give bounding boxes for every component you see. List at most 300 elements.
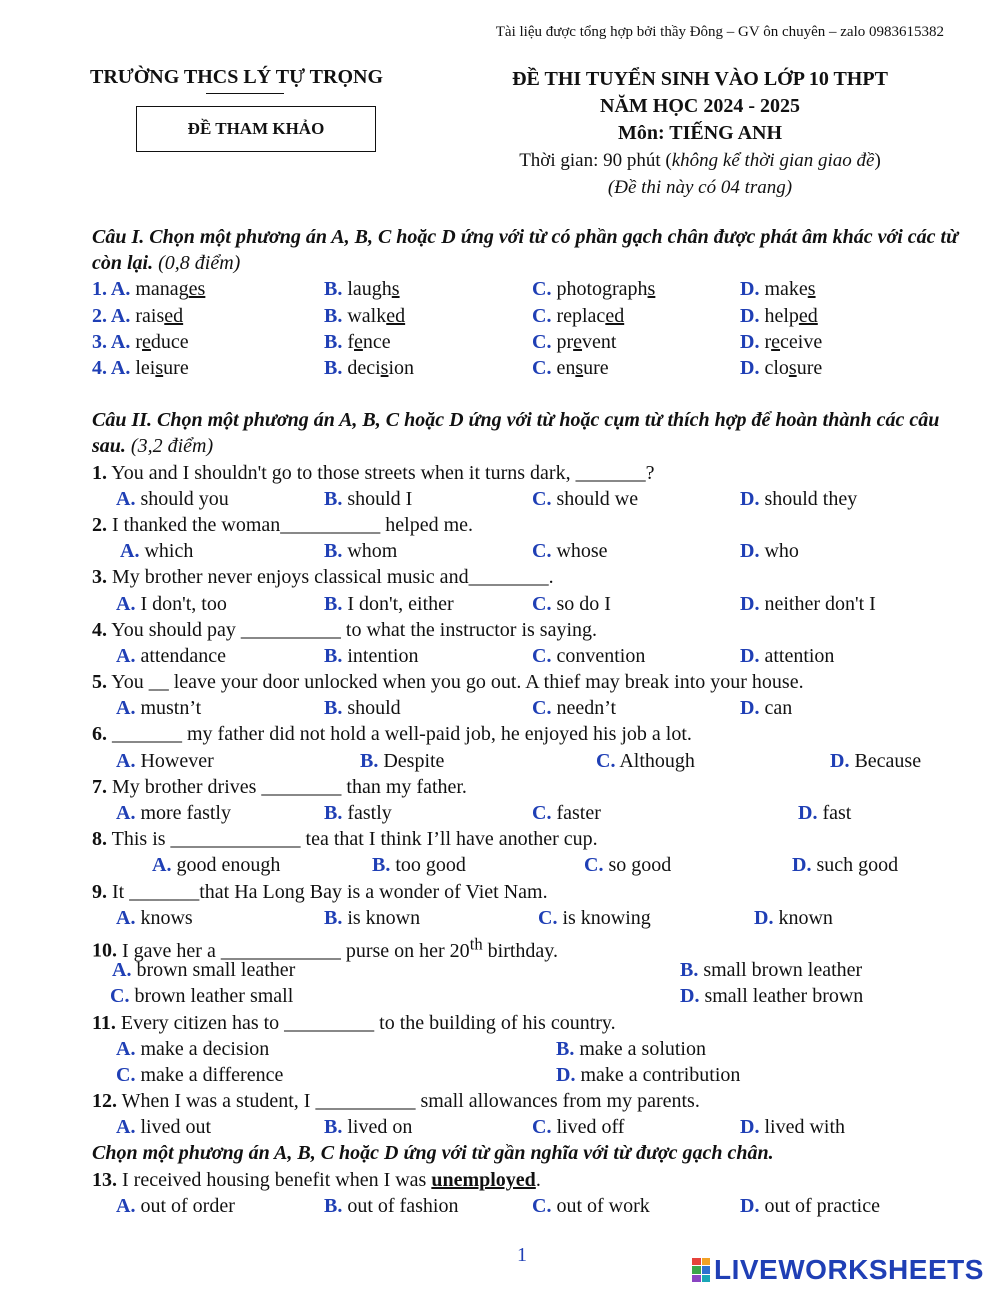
option-word: replaced [556, 304, 625, 327]
option-letter: B. [324, 906, 343, 929]
option-d [740, 276, 816, 302]
option-text: who [764, 540, 799, 563]
underlined-word: unemployed [431, 1168, 536, 1191]
option-letter: B. [556, 1037, 575, 1060]
question-13-stem [92, 1167, 962, 1193]
option-letter: D. [740, 1116, 760, 1139]
option-letter: D. [740, 1194, 760, 1217]
option-text: knows [140, 906, 193, 929]
option-letter: A. [116, 906, 136, 929]
option-text: known [778, 906, 833, 929]
option-b [324, 303, 405, 329]
option-letter: B. [324, 278, 343, 301]
option-c [532, 538, 608, 564]
option-letter: D. [830, 749, 850, 772]
header-note: Tài liệu được tổng hợp bởi thầy Đông – GV ôn chuyên – zalo 0983615382 [495, 24, 944, 40]
option-text: However [140, 749, 214, 772]
option-b [324, 1193, 458, 1219]
question-13-options [92, 1193, 962, 1219]
question-sentence: My brother drives ________ than my father. [112, 775, 467, 798]
option-b [324, 695, 401, 721]
option-d [740, 355, 822, 381]
question-sentence: You __ leave your door unlocked when you go out. A thief may break into your house. [111, 671, 804, 694]
option-c [532, 329, 616, 355]
question-12-stem [92, 1088, 962, 1114]
option-letter: A. [110, 330, 131, 353]
option-letter: B. [360, 749, 379, 772]
option-a [120, 538, 193, 564]
question-number: 3. [92, 330, 111, 353]
option-a [116, 905, 193, 931]
option-letter: A. [120, 540, 140, 563]
exam-title: ĐỀ THI TUYỂN SINH VÀO LỚP 10 THPT [512, 68, 888, 90]
section-1-questions [92, 276, 962, 381]
reference-box [136, 106, 376, 152]
question-number: 7. [92, 775, 107, 798]
option-text: I don't, either [347, 592, 454, 615]
question-number: 9. [92, 880, 107, 903]
option-a [116, 1193, 235, 1219]
option-letter: D. [680, 985, 700, 1008]
underlined-part: s [807, 278, 816, 301]
option-word: closure [764, 356, 823, 379]
option-word: walked [347, 304, 406, 327]
underlined-part: e [573, 330, 583, 353]
option-letter: D. [740, 540, 760, 563]
option-letter: C. [532, 304, 552, 327]
option-letter: B. [324, 487, 343, 510]
option-letter: C. [532, 1116, 552, 1139]
option-c [596, 748, 695, 774]
exam-subject: Môn: TIẾNG ANH [617, 122, 783, 144]
question-11-stem [92, 1010, 962, 1036]
option-text: brown small leather [136, 959, 296, 982]
underlined-part: e [142, 330, 151, 353]
question-5-options [92, 695, 962, 721]
pronunciation-question-1 [92, 276, 962, 302]
option-letter: B. [324, 697, 343, 720]
question-3-options [92, 591, 962, 617]
question-text [92, 879, 548, 905]
question-12-options [92, 1114, 962, 1140]
option-letter: A. [110, 278, 131, 301]
question-1-stem [92, 460, 962, 486]
option-text: can [764, 697, 793, 720]
option-text: small brown leather [703, 959, 863, 982]
question-11-options [92, 1062, 962, 1088]
option-word: fence [347, 330, 391, 353]
option-letter: A. [152, 854, 172, 877]
option-word: ensure [556, 356, 609, 379]
option-text: Because [854, 749, 922, 772]
exam-pages: (Đề thi này có 04 trang) [607, 177, 793, 198]
option-b [324, 905, 420, 931]
question-number: 8. [92, 828, 107, 851]
option-c [532, 800, 601, 826]
option-text: more fastly [140, 802, 231, 824]
option-letter: C. [116, 1063, 136, 1086]
option-c [110, 983, 293, 1009]
option-a [92, 303, 183, 329]
question-text [92, 564, 554, 590]
option-text: attention [764, 644, 835, 667]
option-word: reduce [135, 330, 189, 353]
question-text [92, 721, 692, 747]
option-c [532, 355, 609, 381]
option-letter: C. [584, 854, 604, 877]
option-c [116, 1062, 283, 1088]
option-letter: D. [740, 278, 760, 301]
option-text: small leather brown [704, 985, 864, 1008]
option-c [538, 905, 651, 931]
option-letter: B. [324, 644, 343, 667]
pronunciation-question-2 [92, 303, 962, 329]
question-number: 6. [92, 723, 107, 746]
option-d [680, 983, 863, 1009]
option-a [116, 695, 201, 721]
option-d [740, 643, 834, 669]
question-text [92, 460, 654, 486]
question-sentence: This is _____________ tea that I think I’ll have another cup. [111, 828, 598, 851]
option-b [556, 1036, 706, 1062]
question-number: 3. [92, 566, 107, 589]
option-text: out of work [556, 1194, 650, 1217]
option-c [532, 1193, 650, 1219]
option-letter: B. [324, 1116, 343, 1139]
underlined-part: s [391, 278, 400, 301]
option-text: lived out [140, 1116, 211, 1139]
option-text: whom [347, 540, 398, 563]
option-text: so do I [556, 592, 611, 615]
option-d [792, 852, 898, 878]
option-letter: C. [532, 802, 552, 824]
school-underline [206, 93, 284, 94]
option-text: make a difference [140, 1063, 284, 1086]
option-letter: D. [740, 356, 760, 379]
option-letter: C. [596, 749, 616, 772]
option-letter: D. [792, 854, 812, 877]
option-letter: C. [538, 906, 558, 929]
option-b [324, 591, 454, 617]
option-text: out of order [140, 1194, 235, 1217]
option-d [740, 695, 792, 721]
option-word: laughs [347, 278, 400, 301]
option-letter: A. [116, 644, 136, 667]
option-text: mustn’t [140, 697, 202, 720]
question-sentence: Every citizen has to _________ to the building of his country. [120, 1011, 616, 1034]
underlined-part: s [155, 356, 164, 379]
option-letter: B. [324, 592, 343, 615]
option-word: raised [135, 304, 184, 327]
option-word: manages [135, 278, 206, 301]
underlined-part: e [771, 330, 781, 353]
section-1-title: Câu I. Chọn một phương án A, B, C hoặc D ứng với từ có phần gạch chân được phát âm khác với các từ còn lại. (0,8 điểm) [92, 226, 959, 275]
option-text: fast [822, 802, 852, 824]
option-letter: C. [532, 1194, 552, 1217]
option-letter: D. [556, 1063, 576, 1086]
option-a [92, 355, 189, 381]
exam-content [92, 224, 962, 1219]
option-text: convention [556, 644, 646, 667]
option-d [740, 538, 799, 564]
option-letter: C. [532, 487, 552, 510]
question-text [92, 1010, 616, 1036]
underlined-part: ed [386, 304, 406, 327]
option-text: make a solution [579, 1037, 706, 1060]
option-letter: B. [324, 1194, 343, 1217]
option-word: receive [764, 330, 823, 353]
option-letter: A. [116, 1037, 136, 1060]
question-6-stem [92, 721, 962, 747]
question-10-options [92, 957, 962, 983]
option-letter: D. [754, 906, 774, 929]
option-d [740, 1193, 880, 1219]
option-b [324, 538, 397, 564]
question-3-stem [92, 564, 962, 590]
option-d [740, 591, 876, 617]
section-2-questions [92, 460, 962, 1141]
option-text: needn’t [556, 697, 617, 720]
option-a [116, 748, 214, 774]
option-b [324, 800, 392, 826]
underlined-part: s [647, 278, 656, 301]
option-c [532, 695, 616, 721]
section-2-title: Câu II. Chọn một phương án A, B, C hoặc D ứng với từ hoặc cụm từ thích hợp để hoàn thành các câu sau. (3,2 điểm) [92, 409, 940, 458]
question-number: 12. [92, 1090, 117, 1113]
question-4-stem [92, 617, 962, 643]
option-b [680, 957, 862, 983]
option-d [754, 905, 833, 931]
underlined-part: s [380, 356, 389, 379]
option-text: should we [556, 487, 639, 510]
option-letter: A. [112, 959, 132, 982]
option-text: should you [140, 487, 229, 510]
option-letter: A. [110, 356, 131, 379]
option-letter: C. [110, 985, 130, 1008]
question-11-options [92, 1036, 962, 1062]
liveworksheets-icon [692, 1258, 710, 1282]
option-word: decision [347, 356, 415, 379]
option-b [324, 486, 412, 512]
pronunciation-question-4 [92, 355, 962, 381]
option-letter: B. [324, 304, 343, 327]
option-a [92, 329, 189, 355]
option-d [740, 329, 822, 355]
question-text [92, 826, 598, 852]
option-b [324, 329, 391, 355]
option-a [116, 800, 231, 826]
question-number: 2. [92, 513, 107, 536]
question-7-stem [92, 774, 962, 800]
option-text: fastly [347, 802, 392, 824]
option-word: makes [764, 278, 816, 301]
question-sentence: I thanked the woman__________ helped me. [112, 513, 474, 536]
option-b [324, 355, 414, 381]
option-letter: B. [324, 802, 343, 824]
question-6-options [92, 748, 962, 774]
question-9-options [92, 905, 962, 931]
option-letter: A. [116, 592, 136, 615]
option-letter: A. [116, 749, 136, 772]
option-a [92, 276, 205, 302]
option-c [532, 486, 638, 512]
option-word: helped [764, 304, 818, 327]
question-text [92, 1167, 541, 1193]
option-text: such good [816, 854, 899, 877]
question-sentence: When I was a student, I __________ small allowances from my parents. [121, 1090, 700, 1113]
option-letter: D. [798, 802, 818, 824]
option-c [532, 591, 611, 617]
pronunciation-question-3 [92, 329, 962, 355]
question-number: 11. [92, 1011, 116, 1034]
option-b [372, 852, 466, 878]
option-d [798, 800, 851, 826]
option-letter: A. [110, 304, 131, 327]
option-letter: C. [532, 278, 552, 301]
question-number: 4. [92, 618, 107, 641]
underlined-part: ed [605, 304, 625, 327]
underlined-part: ed [164, 304, 184, 327]
exam-year: NĂM HỌC 2024 - 2025 [600, 95, 800, 117]
question-text [92, 669, 804, 695]
option-letter: C. [532, 644, 552, 667]
option-text: too good [395, 854, 466, 877]
option-text: out of fashion [347, 1194, 459, 1217]
option-letter: D. [740, 592, 760, 615]
option-letter: D. [740, 644, 760, 667]
option-letter: D. [740, 697, 760, 720]
question-text [92, 774, 467, 800]
option-letter: C. [532, 592, 552, 615]
option-b [324, 276, 400, 302]
option-a [116, 486, 229, 512]
question-sentence: I received housing benefit when I was unemployed. [122, 1168, 541, 1191]
option-letter: B. [680, 959, 699, 982]
option-letter: B. [324, 356, 343, 379]
question-8-options [92, 852, 962, 878]
option-text: should [347, 697, 401, 720]
option-c [532, 643, 645, 669]
underlined-part: s [788, 356, 797, 379]
option-letter: A. [116, 802, 136, 824]
option-text: lived off [556, 1116, 625, 1139]
question-number: 10. [92, 939, 117, 962]
option-letter: A. [116, 487, 136, 510]
question-2-stem [92, 512, 962, 538]
question-sentence: It _______that Ha Long Bay is a wonder of Viet Nam. [112, 880, 548, 903]
question-number: 1. [92, 278, 111, 301]
exam-heading [470, 66, 930, 201]
option-text: lived with [764, 1116, 845, 1139]
question-text [92, 512, 473, 538]
option-a [116, 1114, 211, 1140]
option-word: prevent [556, 330, 617, 353]
underlined-part: e [354, 330, 363, 353]
question-9-stem [92, 879, 962, 905]
option-text: is known [347, 906, 421, 929]
option-d [830, 748, 921, 774]
option-text: lived on [347, 1116, 413, 1139]
question-sentence: I gave her a ____________ purse on her 20th birthday. [122, 933, 559, 962]
option-b [360, 748, 444, 774]
option-text: Although [619, 749, 695, 772]
question-sentence: My brother never enjoys classical music and________. [112, 566, 554, 589]
question-number: 4. [92, 356, 111, 379]
page-number: 1 [517, 1244, 527, 1266]
option-letter: B. [324, 540, 343, 563]
option-letter: A. [116, 1194, 136, 1217]
option-c [584, 852, 671, 878]
option-text: attendance [140, 644, 226, 667]
option-a [116, 591, 227, 617]
section-3-title: Chọn một phương án A, B, C hoặc D ứng với từ gần nghĩa với từ được gạch chân. [92, 1142, 774, 1165]
option-letter: C. [532, 540, 552, 563]
question-4-options [92, 643, 962, 669]
question-number: 5. [92, 671, 107, 694]
question-sentence: You and I shouldn't go to those streets when it turns dark, _______? [111, 461, 655, 484]
option-text: should they [764, 487, 858, 510]
question-8-stem [92, 826, 962, 852]
option-text: so good [608, 854, 672, 877]
option-text: make a decision [140, 1037, 270, 1060]
option-text: is knowing [562, 906, 651, 929]
question-7-options [92, 800, 962, 826]
option-a [116, 1036, 269, 1062]
option-letter: A. [116, 1116, 136, 1139]
option-d [740, 303, 818, 329]
option-b [324, 643, 418, 669]
question-number: 13. [92, 1168, 117, 1191]
question-5-stem [92, 669, 962, 695]
option-letter: B. [372, 854, 391, 877]
question-text [92, 1088, 700, 1114]
question-sentence: You should pay __________ to what the instructor is saying. [111, 618, 597, 641]
option-letter: C. [532, 356, 552, 379]
question-1-options [92, 486, 962, 512]
liveworksheets-logo [692, 1254, 984, 1286]
option-text: faster [556, 802, 601, 824]
reference-label: ĐỀ THAM KHẢO [187, 119, 325, 138]
option-text: Despite [383, 749, 445, 772]
option-text: I don't, too [140, 592, 227, 615]
option-d [556, 1062, 740, 1088]
question-10-stem [92, 931, 962, 962]
question-number: 2. [92, 304, 111, 327]
option-text: should I [347, 487, 413, 510]
option-letter: D. [740, 304, 760, 327]
logo-text: LIVEWORKSHEETS [714, 1254, 984, 1285]
option-letter: D. [740, 487, 760, 510]
option-text: make a contribution [580, 1063, 741, 1086]
option-letter: D. [740, 330, 760, 353]
option-text: intention [347, 644, 419, 667]
option-word: photographs [556, 278, 656, 301]
option-letter: C. [532, 697, 552, 720]
question-sentence: _______ my father did not hold a well-paid job, he enjoyed his job a lot. [112, 723, 692, 746]
option-d [740, 486, 857, 512]
option-letter: C. [532, 330, 552, 353]
option-text: out of practice [764, 1194, 880, 1217]
option-letter: B. [324, 330, 343, 353]
question-2-options [92, 538, 962, 564]
option-text: neither don't I [764, 592, 876, 615]
underlined-part: ed [798, 304, 818, 327]
option-c [532, 1114, 624, 1140]
option-text: brown leather small [134, 985, 294, 1008]
option-d [740, 1114, 845, 1140]
school-name: TRƯỜNG THCS LÝ TỰ TRỌNG [90, 66, 384, 88]
option-a [152, 852, 280, 878]
